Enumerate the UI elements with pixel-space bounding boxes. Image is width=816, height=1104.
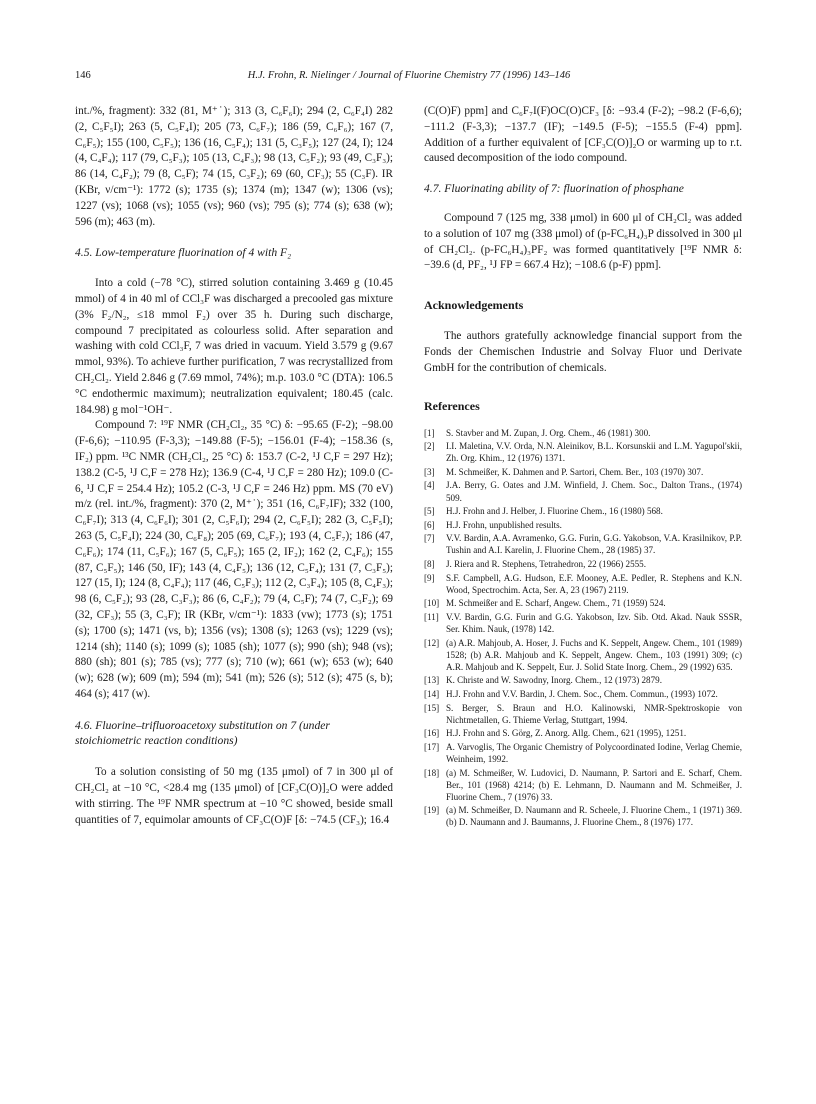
reference-item xyxy=(424,440,742,464)
reference-item xyxy=(424,767,742,803)
reference-number: [13] xyxy=(424,675,440,686)
reference-item xyxy=(424,479,742,503)
running-title: H.J. Frohn, R. Nielinger / Journal of Fluorine Chemistry 77 (1996) 143–146 xyxy=(247,70,571,81)
acknowledgements-title: Acknowledgements xyxy=(424,298,524,313)
reference-number: [9] xyxy=(424,572,435,583)
section-4-5-title: 4.5. Low-temperature fluorination of 4 with F₂ xyxy=(75,246,292,260)
reference-number: [2] xyxy=(424,441,435,452)
reference-number: [16] xyxy=(424,728,440,739)
reference-item xyxy=(424,702,742,726)
reference-number: [6] xyxy=(424,519,435,530)
acknowledgements-text: The authors gratefully acknowledge financial support from the Fonds der Chemischen Industrie and Solvay Fluor und Derivate GmbH for the contribution of chemicals. xyxy=(424,330,742,374)
reference-item xyxy=(424,558,742,570)
reference-number: [19] xyxy=(424,805,440,816)
references-title: References xyxy=(424,398,480,413)
reference-number: [4] xyxy=(424,480,435,491)
reference-item xyxy=(424,532,742,556)
reference-number: [5] xyxy=(424,506,435,517)
left-paragraph-4: To a solution consisting of 50 mg (135 μmol) of 7 in 300 μl of CH₂Cl₂ at −10 °C, <28.4 mg (135 μmol) of [CF₃C(O)]₂O were added with stirring. The ¹⁹F NMR spectrum at −10 °C showed, beside small quantities of 7, equimolar amounts of CF₃C(O)F [δ: −74.5 (CF₃); 16.4 xyxy=(75,766,393,826)
reference-text: K. Christe and W. Sawodny, Inorg. Chem., 12 (1973) 2879. xyxy=(446,675,662,686)
reference-number: [11] xyxy=(424,611,439,622)
reference-item xyxy=(424,804,742,828)
reference-list xyxy=(424,427,742,829)
reference-item xyxy=(424,427,742,439)
reference-text: (a) M. Schmeißer, W. Ludovici, D. Naumann, P. Sartori and E. Scharf, Chem. Ber., 101 (1968) 4214; (b) E. Lehmann, D. Naumann and M. Schmeißer, J. Fluorine Chem., 7 (1976) 33. xyxy=(446,767,742,802)
reference-number: [12] xyxy=(424,637,440,648)
section-4-6-title: 4.6. Fluorine–trifluoroacetoxy substitution on 7 (under stoichiometric reaction conditions) xyxy=(75,718,330,748)
left-column xyxy=(75,104,393,828)
reference-number: [7] xyxy=(424,533,435,544)
reference-number: [14] xyxy=(424,688,440,699)
reference-text: S. Berger, S. Braun and H.O. Kalinowski, NMR-Spektroskopie von Nichtmetallen, G. Thieme Verlag, Stuttgart, 1994. xyxy=(446,702,742,725)
left-paragraph-1: int./%, fragment): 332 (81, M⁺˙); 313 (3, C₆F₆I); 294 (2, C₆F₄I) 282 (2, C₅F₅I); 263 (5, C₅F₄I); 205 (73, C₆F₇); 186 (59, C₆F₆); 167 (7, C₆F₅); 155 (100, C₅F₅); 136 (16, C₅F₄); 131 (5, C₃F₅); 127 (24, I); 124 (4, C₄F₄); 117 (79, C₅F₃); 105 (13, C₄F₃); 98 (13, C₅F₂); 93 (49, C₃F₃); 86 (14, C₄F₂); 79 (8, C₅F); 74 (15, C₃F₂); 69 (60, CF₃); 55 (C₃F). IR (KBr, ν/cm⁻¹): 1772 (s); 1735 (s); 1374 (m); 1347 (w); 1306 (vs); 1227 (vs); 1068 (vs); 1055 (vs); 960 (vs); 795 (s); 774 (s); 638 (w); 596 (m); 463 (m). xyxy=(75,105,393,228)
right-column xyxy=(424,104,742,830)
reference-text: J. Riera and R. Stephens, Tetrahedron, 22 (1966) 2555. xyxy=(446,559,646,569)
reference-item xyxy=(424,637,742,673)
reference-text: M. Schmeißer, K. Dahmen and P. Sartori, Chem. Ber., 103 (1970) 307. xyxy=(446,466,704,477)
running-header xyxy=(75,70,743,84)
reference-text: S. Stavber and M. Zupan, J. Org. Chem., 46 (1981) 300. xyxy=(446,427,651,438)
reference-item xyxy=(424,727,742,739)
reference-number: [17] xyxy=(424,741,440,752)
left-paragraph-3: Compound 7: ¹⁹F NMR (CH₂Cl₂, 35 °C) δ: −95.65 (F-2); −98.00 (F-6,6); −110.95 (F-3,3); −149.88 (F-5); −156.01 (F-4); −158.36 (s, IF₂) ppm. ¹³C NMR (CH₂Cl₂, 25 °C) δ: 153.7 (C-2, ¹J C,F = 297 Hz); 138.2 (C-5, ¹J C,F = 278 Hz); 136.9 (C-4, ¹J C,F = 280 Hz); 109.0 (C-6, ¹J C,F = 254.4 Hz); 105.2 (C-3, ¹J C,F = 246 Hz) ppm. MS (70 eV) m/z (rel. int./%, fragment): 370 (2, M⁺˙); 351 (16, C₆F₇IF); 332 (100, C₆F₇I); 313 (4, C₆F₆I); 301 (2, C₅F₆I); 294 (2, C₆F₅I); 282 (3, C₅F₅I); 263 (5, C₅F₄I); 224 (30, C₆F₈); 205 (69, C₆F₇); 193 (4, C₅F₇); 186 (47, C₆F₆); 174 (11, C₅F₆); 167 (5, C₆F₅); 165 (2, IF₂); 162 (2, C₄F₆); 155 (87, C₅F₅); 146 (50, IF); 143 (4, C₄F₅); 136 (12, C₅F₄); 131 (7, C₃F₅); 127 (15, I); 124 (8, C₄F₄); 117 (46, C₅F₃); 112 (2, C₃F₄); 105 (8, C₄F₃); 98 (6, C₅F₂); 93 (28, C₃F₃); 86 (6, C₄F₂); 79 (4, C₅F); 74 (7, C₃F₂); 69 (32, CF₃); 55 (3, C₃F); IR (KBr, ν/cm⁻¹): 1833 (vw); 1773 (s); 1751 (s); 1700 (s); 1471 (vs, b); 1356 (vs); 1308 (s); 1263 (vs); 1229 (vs); 1214 (sh); 1140 (s); 1099 (s); 1085 (sh); 1077 (s); 990 (sh); 948 (vs); 880 (sh); 801 (s); 785 (vs); 777 (s); 710 (w); 661 (w); 653 (w); 640 (w); 628 (w); 609 (m); 594 (m); 541 (m); 526 (s); 512 (s); 475 (s, b); 464 (s); 417 (w). xyxy=(75,419,393,700)
reference-text: S.F. Campbell, A.G. Hudson, E.F. Mooney, A.E. Pedler, R. Stephens and K.N. Wood, Spectrochim. Acta, Ser. A, 23 (1967) 2119. xyxy=(446,572,742,595)
reference-text: (a) M. Schmeißer, D. Naumann and R. Scheele, J. Fluorine Chem., 1 (1971) 369. (b) D. Naumann and J. Baumanns, J. Fluorine Chem., 8 (1976) 177. xyxy=(446,805,742,828)
reference-text: V.V. Bardin, G.G. Furin and G.G. Yakobson, Izv. Sib. Otd. Akad. Nauk SSSR, Ser. Khim. Nauk, (1978) 142. xyxy=(446,611,742,634)
reference-text: H.J. Frohn and S. Görg, Z. Anorg. Allg. Chem., 621 (1995), 1251. xyxy=(446,728,687,739)
right-paragraph-2: Compound 7 (125 mg, 338 μmol) in 600 μl of CH₂Cl₂ was added to a solution of 107 mg (338 μmol) of (p-FC₆H₄)₃P dissolved in 300 μl of CH₂Cl₂. (p-FC₆H₄)₃PF₂ was formed quantitatively [¹⁹F NMR δ: −39.6 (d, PF₂, ¹J FP = 667.4 Hz); −108.6 (p-F) ppm]. xyxy=(424,211,742,272)
reference-number: [15] xyxy=(424,702,440,713)
reference-item xyxy=(424,741,742,765)
reference-text: J.A. Berry, G. Oates and J.M. Winfield, J. Chem. Soc., Dalton Trans., (1974) 509. xyxy=(446,480,742,503)
reference-number: [1] xyxy=(424,427,435,438)
reference-number: [18] xyxy=(424,767,440,778)
reference-item xyxy=(424,519,742,531)
reference-item xyxy=(424,597,742,609)
reference-item xyxy=(424,611,742,635)
reference-text: H.J. Frohn and J. Helber, J. Fluorine Chem., 16 (1980) 568. xyxy=(446,506,663,517)
reference-number: [8] xyxy=(424,559,435,569)
page-number: 146 xyxy=(75,70,91,81)
right-paragraph-1: (C(O)F) ppm] and C₆F₇I(F)OC(O)CF₃ [δ: −93.4 (F-2); −98.2 (F-6,6); −111.2 (F-3,3); −137.7 (IF); −149.5 (F-5); −155.5 (F-4) ppm]. Addition of a further equivalent of [CF₃C(O)]₂O or warming up to r.t. caused decomposition of the iodo compound. xyxy=(424,105,742,165)
reference-text: M. Schmeißer and E. Scharf, Angew. Chem., 71 (1959) 524. xyxy=(446,598,666,609)
section-4-7-title: 4.7. Fluorinating ability of 7: fluorination of phosphane xyxy=(424,182,684,196)
reference-item xyxy=(424,505,742,517)
reference-text: H.J. Frohn, unpublished results. xyxy=(446,519,562,530)
reference-item xyxy=(424,688,742,700)
reference-text: A. Varvoglis, The Organic Chemistry of Polycoordinated Iodine, Verlag Chemie, Weinheim, 1992. xyxy=(446,741,742,764)
reference-text: H.J. Frohn and V.V. Bardin, J. Chem. Soc., Chem. Commun., (1993) 1072. xyxy=(446,688,718,699)
reference-item xyxy=(424,466,742,478)
reference-number: [10] xyxy=(424,598,440,609)
left-paragraph-2: Into a cold (−78 °C), stirred solution containing 3.469 g (10.45 mmol) of 4 in 40 ml of CCl₃F was discharged a precooled gas mixture (3% F₂/N₂, ≤18 mmol F₂) over 35 h. During such discharge, compound 7 precipitated as colourless solid. After separation and washing with cold CCl₃F, 7 was dried in vacuum. Yield 3.579 g (9.67 mmol, 93%). To achieve further purification, 7 was recrystallized from CH₂Cl₂. Yield 2.846 g (7.69 mmol, 74%); m.p. 103.0 °C (DTA): 106.5 °C endothermic maximum); neutralization equivalent; 180.45 (calc. 184.98) g mol⁻¹OH⁻. xyxy=(75,277,393,416)
reference-text: V.V. Bardin, A.A. Avramenko, G.G. Furin, G.G. Yakobson, V.A. Krasilnikov, P.P. Tushin and A.I. Karelin, J. Fluorine Chem., 28 (1985) 37. xyxy=(446,533,742,556)
reference-item xyxy=(424,674,742,686)
reference-item xyxy=(424,572,742,596)
reference-text: I.I. Maletina, V.V. Orda, N.N. Aleinikov, B.L. Korsunskii and L.M. Yagupol'skii, Zh. Org. Khim., 12 (1976) 1371. xyxy=(446,441,742,464)
reference-text: (a) A.R. Mahjoub, A. Hoser, J. Fuchs and K. Seppelt, Angew. Chem., 101 (1989) 1528; (b) A.R. Mahjoub and K. Seppelt, Angew. Chem., 103 (1991) 309; (c) A.R. Mahjoub and K. Seppelt, Eur. J. Solid State Inorg. Chem., 29 (1992) 635. xyxy=(446,637,742,672)
reference-number: [3] xyxy=(424,466,435,477)
